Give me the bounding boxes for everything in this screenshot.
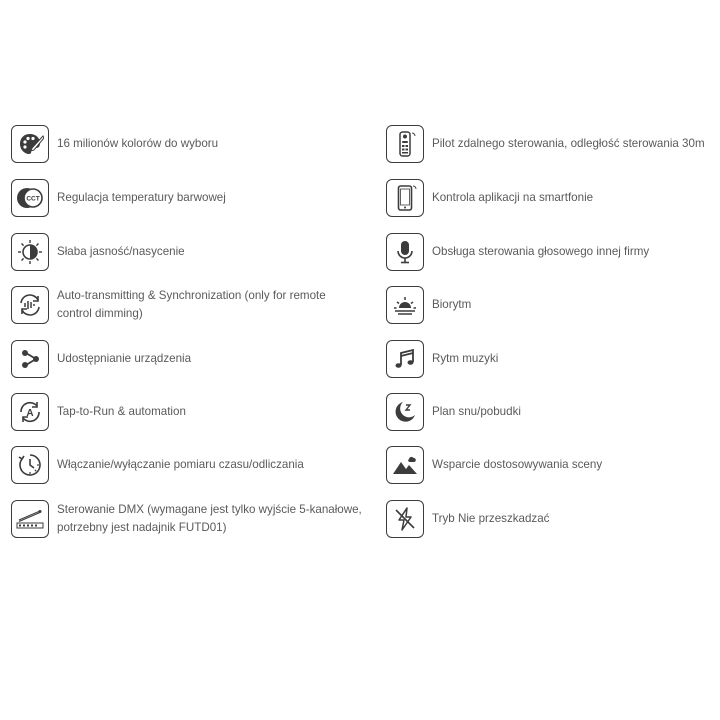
share-icon [11,340,49,378]
feature-label-line-2: control dimming) [57,307,143,320]
feature-dmx [11,500,375,538]
feature-label: Kontrola aplikacji na smartfonie [432,191,594,204]
feature-brightness [11,233,185,271]
feature-label: Regulacja temperatury barwowej [57,191,226,204]
feature-cct [11,179,226,217]
palette-icon [11,125,49,163]
power-off-bolt-icon [386,500,424,538]
feature-label: Słaba jasność/nasycenie [57,245,185,258]
feature-share [11,340,191,378]
feature-scene [386,446,602,484]
feature-biorhythm [386,286,471,324]
sync-icon [11,286,49,324]
feature-smartphone [386,179,593,217]
feature-label: Udostępnianie urządzenia [57,352,192,365]
feature-dnd [386,500,549,538]
feature-music [386,340,498,378]
feature-label: 16 milionów kolorów do wyboru [57,137,219,150]
feature-timer [11,446,304,484]
feature-label: Plan snu/pobudki [432,405,521,418]
microphone-icon [386,233,424,271]
feature-sleep [386,393,521,431]
feature-label: Włączanie/wyłączanie pomiaru czasu/odliczania [57,458,304,471]
feature-colors [11,125,218,163]
feature-label: Tap-to-Run & automation [57,405,186,418]
svg-text:A: A [26,408,34,419]
feature-label: Tryb Nie przeszkadzać [432,512,550,525]
svg-text:CCT: CCT [26,195,40,203]
feature-sync [11,286,357,324]
landscape-icon [386,446,424,484]
smartphone-icon [386,179,424,217]
feature-label: Obsługa sterowania głosowego innej firmy [432,245,650,258]
timer-icon [11,446,49,484]
sleep-moon-icon [386,393,424,431]
feature-label [57,501,375,537]
feature-label: Wsparcie dostosowywania sceny [432,458,603,471]
remote-control-icon [386,125,424,163]
feature-label: Pilot zdalnego sterowania, odległość sterowania 30m [432,137,705,150]
music-note-icon [386,340,424,378]
feature-voice [386,233,649,271]
feature-label: Biorytm [432,298,472,311]
feature-label: Rytm muzyki [432,352,499,365]
brightness-icon [11,233,49,271]
automation-icon [11,393,49,431]
feature-automation [11,393,186,431]
feature-label-line-1: Auto-transmitting & Synchronization (only for remote [57,289,326,302]
feature-remote [386,125,705,163]
sunrise-icon [386,286,424,324]
feature-label-line-2: potrzebny jest nadajnik FUTD01) [57,521,227,534]
feature-label [57,287,357,323]
cct-icon [11,179,49,217]
feature-label-line-1: Sterowanie DMX (wymagane jest tylko wyjście 5-kanałowe, [57,503,362,516]
dmx-icon [11,500,49,538]
